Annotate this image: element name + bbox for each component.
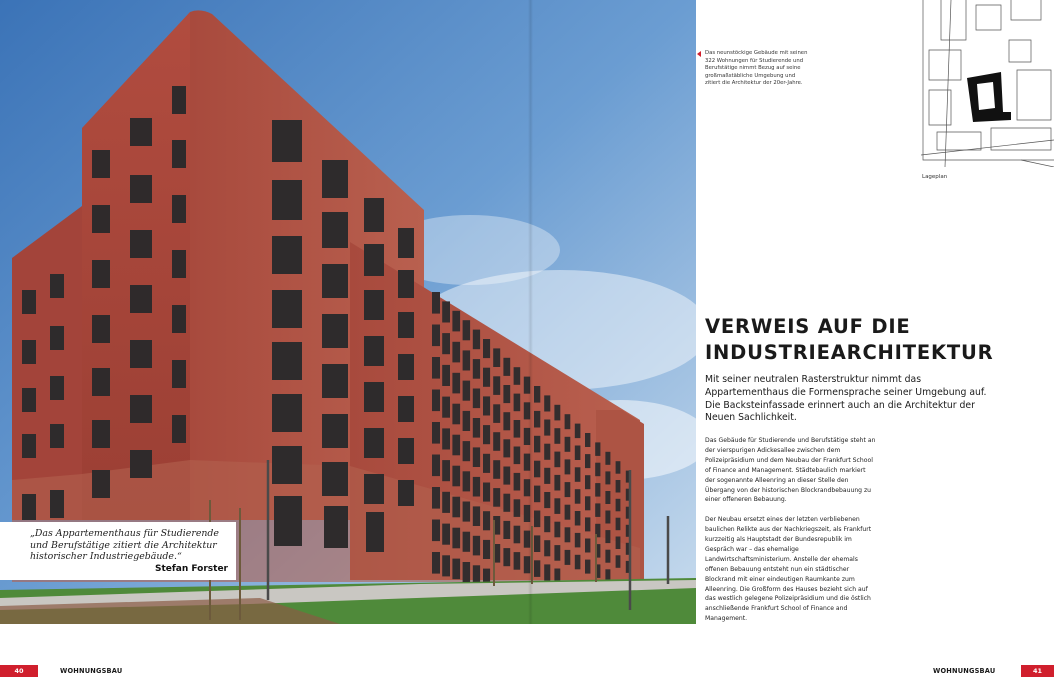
window [442, 397, 450, 418]
window [483, 511, 490, 530]
window [595, 503, 600, 517]
window [463, 441, 471, 461]
window [554, 522, 560, 538]
window [452, 342, 460, 363]
article-lead: Mit seiner neutralen Rasterstruktur nimmt das Appartementhaus die Formensprache seiner Umgebung auf. Die Backsteinfassade erinnert auch an die Architektur der Neuen Sachlichkeit. [705, 374, 987, 424]
window [565, 459, 571, 474]
photo-caption [698, 50, 810, 88]
window [452, 404, 460, 425]
window [544, 564, 550, 580]
window [463, 320, 471, 340]
window [554, 545, 560, 561]
section-label-right: WOHNUNGSBAU [933, 667, 996, 675]
window [544, 516, 550, 532]
window [493, 488, 500, 507]
window [565, 550, 571, 565]
window [514, 552, 521, 570]
pull-quote-text: „Das Appartementhaus für Studierende und Berufstätige zitiert die Architektur historischer Industriegebäude.“ [30, 528, 219, 562]
page-gutter [528, 0, 533, 624]
pull-quote [0, 522, 236, 580]
window [432, 357, 440, 379]
window [483, 368, 490, 387]
window [493, 404, 500, 423]
window [503, 521, 510, 539]
window [463, 350, 471, 370]
window [605, 471, 610, 484]
window [442, 428, 450, 449]
window [585, 475, 590, 489]
window [605, 530, 610, 543]
window [463, 381, 471, 401]
window [616, 518, 621, 531]
window [534, 461, 540, 478]
window [483, 454, 490, 473]
window [585, 560, 590, 574]
window [605, 491, 610, 504]
window [473, 447, 480, 467]
window [452, 528, 460, 549]
site-plan-label: Lageplan [922, 174, 948, 180]
window [534, 535, 540, 552]
window [554, 452, 560, 468]
window [452, 373, 460, 394]
window [565, 527, 571, 542]
window [452, 435, 460, 456]
window [432, 422, 440, 444]
photo-caption-text: Das neunstöckige Gebäude mit seinen 322 Wohnungen für Studierende und Berufstätige nimmt Bezug auf seine großmaßstäbliche Umgebung und zitiert die Architektur der 20er-Jahre. [705, 50, 808, 86]
window [585, 433, 590, 447]
window [575, 511, 581, 526]
window [493, 376, 500, 395]
window [452, 311, 460, 332]
window [514, 367, 521, 385]
window [463, 532, 471, 552]
window [544, 492, 550, 508]
window [442, 333, 450, 354]
window [585, 539, 590, 553]
window [605, 550, 610, 563]
window [595, 463, 600, 477]
window [595, 442, 600, 456]
window [463, 562, 471, 582]
window [554, 475, 560, 491]
window [605, 452, 610, 465]
window [575, 555, 581, 570]
window [585, 517, 590, 531]
pull-quote-author: Stefan Forster [154, 563, 228, 574]
window [544, 420, 550, 436]
section-label-left: WOHNUNGSBAU [60, 667, 123, 675]
window [616, 555, 621, 568]
window [544, 468, 550, 484]
window [452, 559, 460, 580]
window [432, 455, 440, 477]
window [544, 444, 550, 460]
window [463, 411, 471, 431]
window [442, 460, 450, 481]
window [534, 411, 540, 428]
window [473, 330, 480, 350]
window [534, 436, 540, 453]
window [432, 487, 440, 509]
window [483, 425, 490, 444]
window [442, 492, 450, 513]
window [534, 511, 540, 528]
window [565, 437, 571, 452]
window [432, 325, 440, 347]
window [483, 483, 490, 502]
window [534, 486, 540, 503]
window [493, 348, 500, 367]
window [503, 385, 510, 403]
window [503, 548, 510, 566]
window [442, 524, 450, 545]
window [554, 428, 560, 444]
window [616, 461, 621, 474]
window [452, 497, 460, 518]
window [442, 365, 450, 386]
body-paragraph: Der Neubau ersetzt eines der letzten verbliebenen baulichen Relikte aus der Nachkriegszeit, als Frankfurt kurzzeitig als Hauptstadt der Bundesrepublik im Gespräch war – das ehemalige Landwirtschaftsministerium. Anstelle der ehemals offenen Bebauung entsteht nun ein städtischer Blockrand mit einer eindeutigen Raumkante zum Alleenring. Die Großform des Hauses bezieht sich auf das westlich gelegene Polizeipräsidium und die östlich anschließende Frankfurt School of Finance and Management. [705, 516, 872, 623]
window [483, 396, 490, 415]
window [473, 506, 480, 526]
window [473, 359, 480, 379]
window [534, 386, 540, 403]
window [483, 339, 490, 358]
window [595, 483, 600, 497]
window [432, 520, 440, 542]
window [534, 560, 540, 577]
window [503, 439, 510, 457]
window [514, 447, 521, 465]
window [585, 454, 590, 468]
window [554, 498, 560, 514]
window [503, 467, 510, 485]
window [565, 505, 571, 520]
article-headline: VERWEIS AUF DIE INDUSTRIEARCHITEKTUR [705, 315, 994, 364]
window [432, 552, 440, 574]
page-number-left: 40 [0, 665, 38, 677]
window [514, 499, 521, 517]
window [473, 418, 480, 438]
window [575, 467, 581, 482]
window [483, 540, 490, 559]
window [514, 420, 521, 438]
window [442, 301, 450, 322]
window [585, 496, 590, 510]
article-body [705, 436, 877, 634]
window [616, 480, 621, 493]
window [616, 499, 621, 512]
window [503, 358, 510, 376]
window [503, 412, 510, 430]
window [452, 466, 460, 487]
window [514, 394, 521, 412]
window [565, 482, 571, 497]
window [442, 555, 450, 576]
window [575, 424, 581, 439]
window [575, 533, 581, 548]
window [432, 390, 440, 412]
window [514, 473, 521, 491]
window [493, 460, 500, 479]
site-plan-drawing [921, 0, 1054, 167]
window [544, 395, 550, 411]
body-paragraph: Das Gebäude für Studierende und Berufstätige steht an der vierspurigen Adickesallee zwischen dem Polizeipräsidium und dem Neubau der Frankfurt School of Finance and Management. Städtebaulich markiert der sogenannte Alleenring an dieser Stelle den Übergang von der historischen Blockrandbebauung zu einer offeneren Bebauung. [705, 437, 876, 504]
window [473, 536, 480, 556]
window [605, 511, 610, 524]
caption-arrow-icon [697, 51, 701, 57]
window [473, 389, 480, 409]
window [473, 477, 480, 497]
window [493, 432, 500, 451]
window [503, 494, 510, 512]
window [616, 537, 621, 550]
window [575, 446, 581, 461]
window [432, 292, 440, 314]
window [463, 471, 471, 491]
window [514, 526, 521, 544]
window [463, 502, 471, 522]
window [575, 489, 581, 504]
page-number-right: 41 [1021, 665, 1054, 677]
window [544, 540, 550, 556]
window [565, 414, 571, 429]
window [554, 405, 560, 421]
